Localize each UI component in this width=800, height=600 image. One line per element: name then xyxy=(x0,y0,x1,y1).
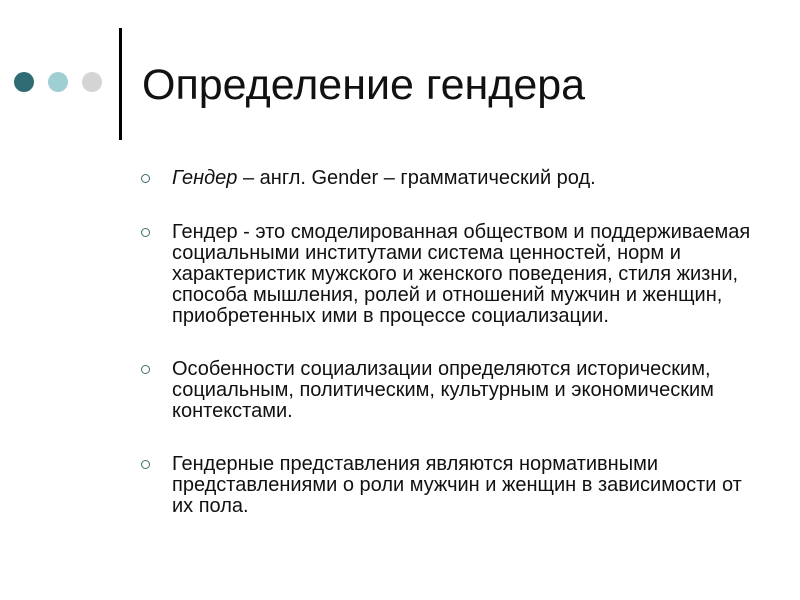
title-divider xyxy=(119,28,122,140)
italic-term: Гендер xyxy=(172,167,238,189)
bullet-text: Особенности социализации определяются историческим, социальным, политическим, культурным и экономическим контекстами. xyxy=(172,358,714,422)
bullet-circle-icon xyxy=(141,460,150,469)
bullet-circle-icon xyxy=(141,174,150,183)
dot-icon xyxy=(82,72,102,92)
dot-icon xyxy=(14,72,34,92)
bullet-circle-icon xyxy=(141,228,150,237)
bullet-item xyxy=(140,454,760,517)
bullet-item xyxy=(140,222,760,327)
bullet-text: Гендер - это смоделированная обществом и поддерживаемая социальными институтами система ценностей, норм и характеристик мужского и женского поведения, стиля жизни, способа мышления, ролей и отношений мужчин и женщин, приобретенных ими в процессе социализации. xyxy=(172,221,751,327)
slide-title: Определение гендера xyxy=(142,61,586,109)
bullet-circle-icon xyxy=(141,365,150,374)
bullet-text: Гендерные представления являются нормативными представлениями о роли мужчин и женщин в зависимости от их пола. xyxy=(172,453,742,517)
bullet-list xyxy=(140,168,760,517)
bullet-text: – англ. Gender – грамматический род. xyxy=(237,167,596,189)
dot-icon xyxy=(48,72,68,92)
bullet-item xyxy=(140,168,760,189)
slide-content xyxy=(140,168,760,517)
bullet-item xyxy=(140,359,760,422)
